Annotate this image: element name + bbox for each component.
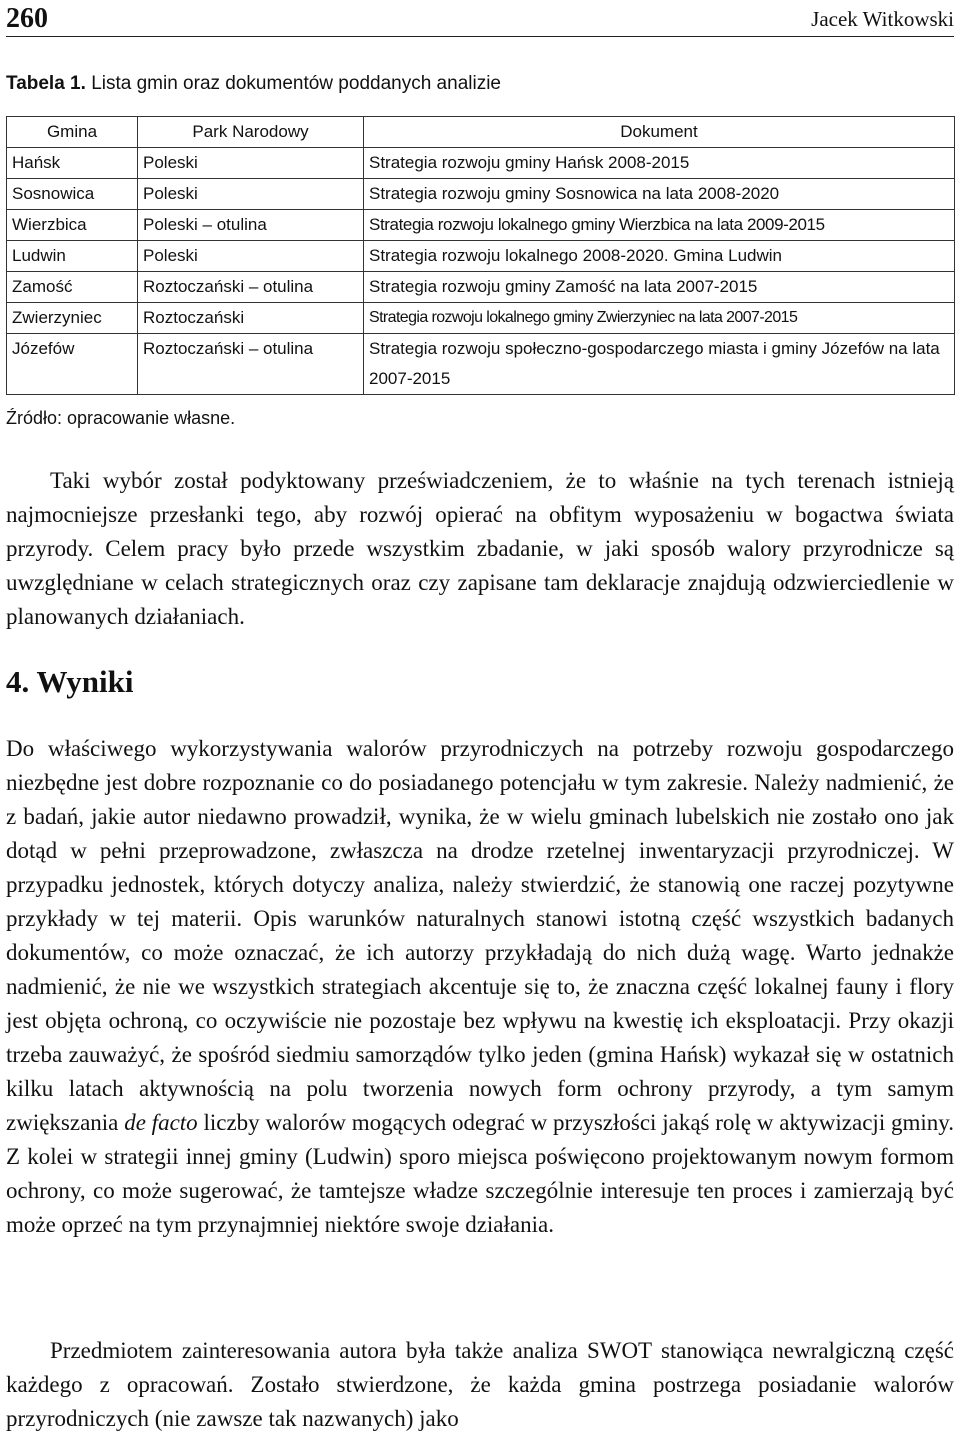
cell-gmina: Ludwin [7,241,138,272]
table-caption-text: Lista gmin oraz dokumentów poddanych analizie [91,73,501,94]
cell-dokument: Strategia rozwoju gminy Sosnowica na lata 2008-2020 [364,179,955,210]
cell-dokument: Strategia rozwoju gminy Hańsk 2008-2015 [364,148,955,179]
cell-park: Poleski [138,148,364,179]
cell-dokument: Strategia rozwoju lokalnego gminy Wierzbica na lata 2009-2015 [364,210,955,241]
column-header-gmina: Gmina [7,117,138,148]
cell-park: Roztoczański – otulina [138,334,364,395]
paragraph-text: liczby walorów mogących odegrać w przyszłości jakąś rolę w aktywizacji gminy. Z kolei w strategii innej gminy (Ludwin) sporo miejsca poświęcono projektowanym nowym formom ochrony, co może sugerować, że tamtejsze władze szczególnie interesuje ten proces i zamierzają być może oprzeć na tym przynajmniej niektóre swoje działania. [6,1110,955,1237]
cell-gmina: Zwierzyniec [7,303,138,334]
page-number: 260 [6,3,48,34]
paragraph: Taki wybór został podyktowany przeświadczeniem, że to właśnie na tych terenach istnieją najmocniejsze przesłanki tego, aby rozwój opierać na obfitym wyposażeniu w bogactwa świata przyrody. Celem pracy było przede wszystkim zbadanie, w jaki sposób walory przyrodnicze są uwzględniane w celach strategicznych oraz czy zapisane tam deklaracje znajdują odzwierciedlenie w planowanych działaniach. [6,468,954,629]
cell-gmina: Józefów [7,334,138,395]
cell-park: Roztoczański – otulina [138,272,364,303]
cell-park: Poleski [138,241,364,272]
column-header-dokument: Dokument [364,117,955,148]
section-heading: 4. Wyniki [6,664,134,699]
cell-park: Poleski – otulina [138,210,364,241]
cell-dokument: Strategia rozwoju gminy Zamość na lata 2007-2015 [364,272,955,303]
table-row [7,334,955,395]
table-row [7,148,955,179]
cell-dokument: Strategia rozwoju lokalnego 2008-2020. Gmina Ludwin [364,241,955,272]
table-caption [6,70,501,98]
running-header [6,2,954,37]
table-row [7,272,955,303]
cell-park: Roztoczański [138,303,364,334]
cell-dokument: Strategia rozwoju społeczno-gospodarczego miasta i gminy Józefów na lata 2007-2015 [364,334,955,395]
table-header-row [7,117,955,148]
cell-dokument: Strategia rozwoju lokalnego gminy Zwierzyniec na lata 2007-2015 [364,303,955,334]
paragraph: Przedmiotem zainteresowania autora była także analiza SWOT stanowiąca newralgiczną część każdego z opracowań. Zostało stwierdzone, że każda gmina postrzega posiadanie walorów przyrodniczych (nie zawsze tak nazwanych) jako [6,1338,954,1431]
table-row [7,241,955,272]
cell-gmina: Wierzbica [7,210,138,241]
column-header-park: Park Narodowy [138,117,364,148]
table-source-note: Źródło: opracowanie własne. [6,408,236,428]
italic-phrase: de facto [124,1110,198,1135]
paragraph [6,732,954,1242]
table-row [7,303,955,334]
documents-table [6,116,955,395]
running-head-author: Jacek Witkowski [811,7,954,31]
table-row [7,179,955,210]
table-caption-label: Tabela 1. [6,73,86,94]
cell-park: Poleski [138,179,364,210]
table-row [7,210,955,241]
cell-gmina: Zamość [7,272,138,303]
paragraph-text: Do właściwego wykorzystywania walorów przyrodniczych na potrzeby rozwoju gospodarczego niezbędne jest dobre rozpoznanie co do posiadanego potencjału w tym zakresie. Należy nadmienić, że z badań, jakie autor niedawno prowadził, wynika, że w wielu gminach lubelskich nie zostało ono jak dotąd w pełni przeprowadzone, zwłaszcza na drodze rzetelnej inwentaryzacji przyrodniczej. W przypadku jednostek, których dotyczy analiza, należy stwierdzić, że stanowią one raczej pozytywne przykłady w tej materii. Opis warunków naturalnych stanowi istotną część wszystkich badanych dokumentów, co może oznaczać, że ich autorzy przykładają do nich dużą wagę. Warto jednakże nadmienić, że nie we wszystkich strategiach akcentuje się to, że znaczna część lokalnej fauny i flory jest objęta ochroną, co oczywiście nie pozostaje bez wpływu na kwestię ich eksploatacji. Przy okazji trzeba zauważyć, że spośród siedmiu samorządów tylko jeden (gmina Hańsk) wykazał się w ostatnich kilku latach aktywnością na polu tworzenia nowych form ochrony przyrody, a tym samym zwiększania [6,736,954,1135]
cell-gmina: Sosnowica [7,179,138,210]
cell-gmina: Hańsk [7,148,138,179]
